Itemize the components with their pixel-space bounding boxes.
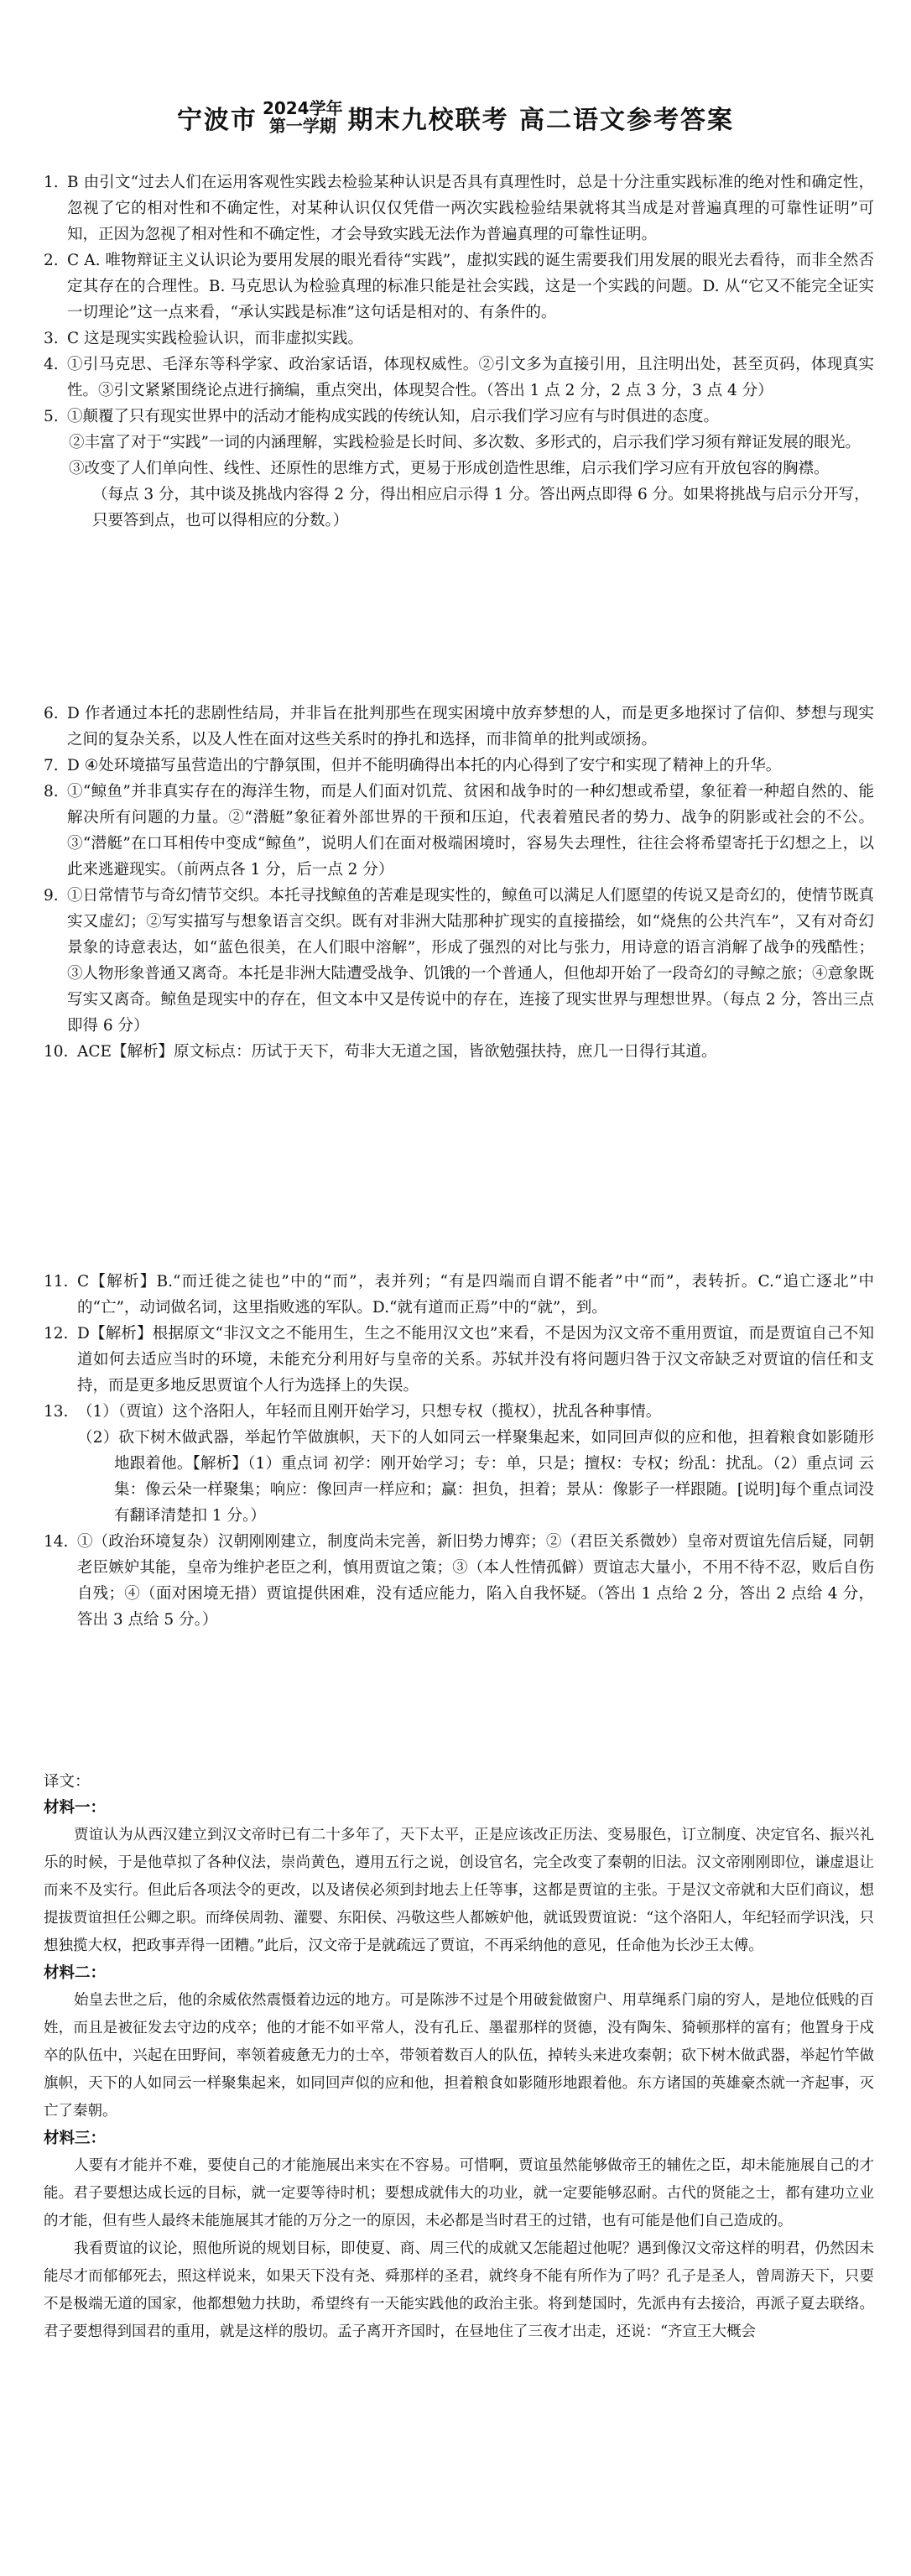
answers-part2 <box>44 701 874 1065</box>
answer-number: 13. <box>44 1403 69 1421</box>
title-term-stack <box>263 100 343 135</box>
answer-item <box>44 1269 874 1321</box>
answer-item <box>44 404 874 430</box>
answer-number: 9. <box>44 887 59 905</box>
answer-text: D ④处环境描写虽营造出的宁静氛围，但并不能明确得出本托的内心得到了安宁和实现了精神上的升华。 <box>67 757 782 774</box>
material-3-text: 人要有才能并不难，要使自己的才能施展出来实在不容易。可惜啊，贾谊虽然能够做帝王的辅佐之臣，却未能施展自己的才能。君子要想达成长远的目标，就一定要等待时机；要想成就伟大的功业，就一定要能够忍耐。古代的贤能之士，都有建功立业的才能，但有些人最终未能施展其才能的万分之一的原因，未必都是当时君王的过错，也有可能是他们自己造成的。 <box>44 2157 874 2229</box>
answer-text: C【解析】B.“而迁徙之徒也”中的“而”，表并列；“有是四端而自谓不能者”中“而”，表转折。C.“追亡逐北”中的“亡”，动词做名词，这里指败逃的军队。D.“就有道而正焉”中的“就”，到。 <box>77 1273 874 1317</box>
answer-text: D【解析】根据原文“非汉文之不能用生，生之不能用汉文也”来看，不是因为汉文帝不重用贾谊，而是贾谊自己不知道如何去适应当时的环境，未能充分利用好与皇帝的关系。苏轼并没有将问题归咎于汉文帝缺乏对贾谊的信任和支持，而是更多地反思贾谊个人行为选择上的失误。 <box>77 1325 874 1395</box>
title-semester: 第一学期 <box>268 116 336 136</box>
answer-item <box>44 1321 874 1399</box>
answer-number: 10. <box>44 1043 69 1061</box>
material-3-label: 材料三： <box>44 2130 107 2147</box>
answer-item <box>44 779 874 883</box>
answer-item <box>44 326 874 352</box>
answer-number: 1. <box>44 174 59 191</box>
answers-part3 <box>44 1269 874 1633</box>
answer-text: C 这是现实实践检验认识，而非虚拟实践。 <box>67 330 364 347</box>
answer-item <box>44 1399 874 1425</box>
answer-item <box>44 1529 874 1633</box>
answer-text: （1）（贾谊）这个洛阳人，年轻而且刚开始学习，只想专权（揽权），扰乱各种事情。 <box>77 1403 662 1421</box>
answer-subpoint: ③改变了人们单向性、线性、还原性的思维方式，更易于形成创造性思维，启示我们学习应有开放包容的胸襟。 <box>69 460 830 477</box>
answer-text: ①引马克思、毛泽东等科学家、政治家话语，体现权威性。②引文多为直接引用，且注明出处，甚至页码，体现真实性。③引文紧紧围绕论点进行摘编，重点突出，体现契合性。（答出 1 点 2 分，2 点 3 分，3 点 4 分） <box>67 356 874 399</box>
material-1-label: 材料一： <box>44 1799 107 1817</box>
material-3-text-continued: 我看贾谊的议论，照他所说的规划目标，即使夏、商、周三代的成就又怎能超过他呢？遇到像汉文帝这样的明君，仍然因未能尽才而郁郁死去，照这样说来，如果天下没有尧、舜那样的圣君，就终身不能有所作为了吗？孔子是圣人，曾周游天下，只要不是极端无道的国家，他都想勉力扶助，希望终有一天能实践他的政治主张。将到楚国时，先派冉有去接洽，再派子夏去联络。君子要想得到国君的重用，就是这样的殷切。孟子离开齐国时，在昼地住了三夜才出走，还说：“齐宣王大概会 <box>44 2240 874 2340</box>
scoring-note: （每点 3 分，其中谈及挑战内容得 2 分，得出相应启示得 1 分。答出两点即得 6 分。如果将挑战与启示分开写，只要答到点，也可以得相应的分数。） <box>92 486 870 529</box>
answer-number: 14. <box>44 1533 69 1551</box>
answer-text: B 由引文“过去人们在运用客观性实践去检验某种认识是否具有真理性时，总是十分注重实践标准的绝对性和确定性，忽视了它的相对性和不确定性，对某种认识仅仅凭借一两次实践检验结果就将其当成是对普遍真理的可靠性证明”可知，正因为忽视了相对性和不确定性，才会导致实践无法作为普遍真理的可靠性证明。 <box>67 174 874 243</box>
answer-number: 3. <box>44 330 59 347</box>
answer-text: ①“鲸鱼”并非真实存在的海洋生物，而是人们面对饥荒、贫困和战争时的一种幻想或希望，象征着一种超自然的、能解决所有问题的力量。②“潜艇”象征着外部世界的干预和压迫，代表着殖民者的势力、战争的阴影或社会的不公。③“潜艇”在口耳相传中变成“鲸鱼”，说明人们在面对极端困境时，容易失去理性，往往会将希望寄托于幻想之上，以此来逃避现实。（前两点各 1 分，后一点 2 分） <box>67 783 874 879</box>
answer-item <box>44 701 874 753</box>
answer-text: ①日常情节与奇幻情节交织。本托寻找鲸鱼的苦难是现实性的，鲸鱼可以满足人们愿望的传说又是奇幻的，使情节既真实又虚幻；②写实描写与想象语言交织。既有对非洲大陆那种扩现实的直接描绘，如“烧焦的公共汽车”，又有对奇幻景象的诗意表达，如“蓝色很美，在人们眼中溶解”，形成了强烈的对比与张力，用诗意的语言消解了战争的残酷性；③人物形象普通又离奇。本托是非洲大陆遭受战争、饥饿的一个普通人，但他却开始了一段奇幻的寻鲸之旅；④意象既写实又离奇。鲸鱼是现实中的存在，但文本中又是传说中的存在，连接了现实世界与理想世界。（每点 2 分，答出三点即得 6 分） <box>67 887 875 1035</box>
answer-number: 8. <box>44 783 59 800</box>
answer-text: ACE【解析】原文标点：历试于天下，苟非大无道之国，皆欲勉强扶持，庶几一日得行其道。 <box>77 1043 717 1061</box>
answer-text: D 作者通过本托的悲剧性结局，并非旨在批判那些在现实困境中放弃梦想的人，而是更多地探讨了信仰、梦想与现实之间的复杂关系，以及人性在面对这些关系时的挣扎和选择，而非简单的批判或颂扬。 <box>67 705 874 748</box>
answer-number: 4. <box>44 356 59 373</box>
answer-item <box>44 248 874 326</box>
answer-subpoint: ②丰富了对于“实践”一词的内涵理解，实践检验是长时间、多次数、多形式的，启示我们学习须有辩证发展的眼光。 <box>69 434 861 451</box>
translation-label: 译文： <box>44 1773 91 1791</box>
answer-number: 2. <box>44 252 59 269</box>
answer-number: 5. <box>44 408 59 425</box>
answer-item <box>44 352 874 404</box>
answer-number: 11. <box>44 1273 69 1291</box>
answer-item <box>44 169 874 248</box>
material-2-label: 材料二： <box>44 1964 107 1982</box>
answer-number: 6. <box>44 705 59 722</box>
answers-part1 <box>44 169 874 534</box>
document-title <box>0 99 911 136</box>
answer-item <box>44 883 874 1039</box>
material-2-text: 始皇去世之后，他的余威依然震慑着边远的地方。可是陈涉不过是个用破瓮做窗户、用草绳系门扇的穷人，是地位低贱的百姓，而且是被征发去守边的戍卒；他的才能不如平常人，没有孔丘、墨翟那样的贤德，没有陶朱、猗顿那样的富有；他置身于戍卒的队伍中，兴起在田野间，率领着疲惫无力的士卒，带领着数百人的队伍，掉转头来进攻秦朝；砍下树木做武器，举起竹竿做旗帜，天下的人如同云一样聚集起来，如同回声似的应和他，担着粮食如影随形地跟着他。东方诸国的英雄豪杰就一齐起事，灭亡了秦朝。 <box>44 1992 874 2120</box>
answer-subpoint: （2）砍下树木做武器，举起竹竿做旗帜，天下的人如同云一样聚集起来，如同回声似的应和他，担着粮食如影随形地跟着他。【解析】（1）重点词 初学：刚开始学习；专：单，只是；擅权：专权；纷乱：扰乱。（2）重点词 云集：像云朵一样聚集；响应：像回声一样应和；赢：担负，担着；景从：像影子一样跟随。[说明]每个重点词没有翻译清楚扣 1 分。） <box>77 1429 874 1525</box>
title-main: 期末九校联考 高二语文参考答案 <box>347 106 735 135</box>
translation-section <box>44 1769 874 2346</box>
answer-text: ①（政治环境复杂）汉朝刚刚建立，制度尚未完善，新旧势力博弈；②（君臣关系微妙）皇帝对贾谊先信后疑，同朝老臣嫉妒其能，皇帝为维护老臣之利，慎用贾谊之策；③（本人性情孤僻）贾谊志大量小，不用不待不忍，败后自伤自残；④（面对困境无措）贾谊提供困难，没有适应能力，陷入自我怀疑。（答出 1 点给 2 分，答出 2 点给 4 分，答出 3 点给 5 分。） <box>77 1533 874 1629</box>
answer-item <box>44 1039 874 1065</box>
answer-text: C A. 唯物辩证主义认识论为要用发展的眼光看待“实践”，虚拟实践的诞生需要我们用发展的眼光去看待，而非全然否定其存在的合理性。B. 马克思认为检验真理的标准只能是社会实践，这是一个实践的问题。D. 从“它又不能完全证实一切理论”这一点来看，“承认实践是标准”这句话是相对的、有条件的。 <box>67 252 874 321</box>
answer-item <box>44 753 874 779</box>
answer-text: ①颠覆了只有现实世界中的活动才能构成实践的传统认知，启示我们学习应有与时俱进的态度。 <box>67 408 720 425</box>
material-1-text: 贾谊认为从西汉建立到汉文帝时已有二十多年了，天下太平，正是应该改正历法、变易服色，订立制度、决定官名、振兴礼乐的时候，于是他草拟了各种仪法，崇尚黄色，遵用五行之说，创设官名，完全改变了秦朝的旧法。汉文帝刚刚即位，谦虚退让而来不及实行。但此后各项法令的更改，以及诸侯必须到封地去上任等事，这都是贾谊的主张。于是汉文帝就和大臣们商议，想提拔贾谊担任公卿之职。而绛侯周勃、灌婴、东阳侯、冯敬这些人都嫉妒他，就诋毁贾谊说：“这个洛阳人，年纪轻而学识浅，只想独揽大权，把政事弄得一团糟。”此后，汉文帝于是就疏远了贾谊，不再采纳他的意见，任命他为长沙王太傅。 <box>44 1827 874 1954</box>
answer-number: 12. <box>44 1325 69 1343</box>
answer-number: 7. <box>44 757 59 774</box>
title-year: 2024学年 <box>262 98 343 118</box>
title-city: 宁波市 <box>176 106 258 135</box>
